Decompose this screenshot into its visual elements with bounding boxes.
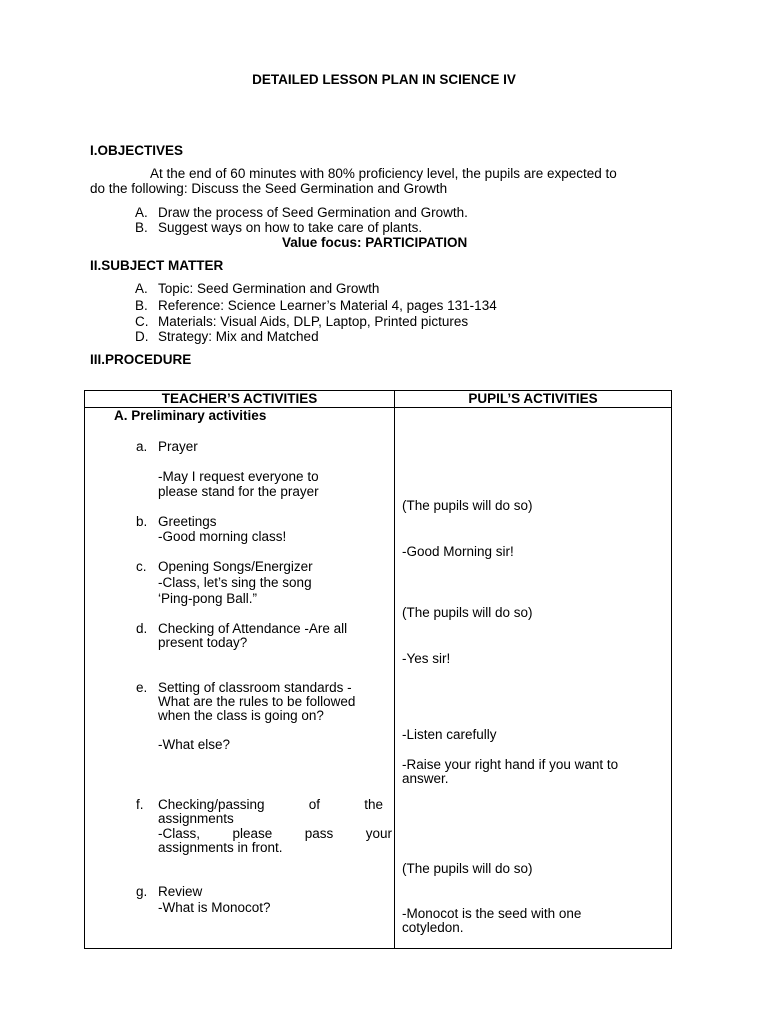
attendance-line-2: present today? (158, 635, 248, 650)
review-title: Review (158, 884, 203, 899)
assignments-line-3-word: please (232, 826, 273, 841)
standards-line-1: Setting of classroom standards - (158, 680, 352, 695)
item-a-marker: a. (136, 439, 148, 454)
item-f-marker: f. (136, 797, 144, 812)
table-column-divider (394, 390, 395, 949)
item-b-marker: b. (136, 514, 148, 529)
table-right-border (671, 390, 672, 949)
pupil-response-greetings: -Good Morning sir! (402, 544, 514, 559)
objectives-intro-line-1: At the end of 60 minutes with 80% proficiency level, the pupils are expected to (150, 166, 617, 181)
subject-strategy: Strategy: Mix and Matched (158, 329, 319, 344)
objective-a-marker: A. (135, 205, 148, 220)
teacher-activities-header: TEACHER’S ACTIVITIES (161, 391, 318, 406)
opening-songs-line-1: -Class, let’s sing the song (158, 575, 312, 590)
item-e-marker: e. (136, 680, 148, 695)
subject-a-marker: A. (135, 281, 148, 296)
assignments-line-3-word: -Class, (158, 826, 201, 841)
objectives-heading: I.OBJECTIVES (90, 143, 184, 158)
pupil-response-prayer: (The pupils will do so) (402, 498, 533, 513)
objective-b: Suggest ways on how to take care of plants. (158, 220, 423, 235)
assignments-line-2: assignments (158, 811, 234, 826)
assignments-line-1-word: the (364, 797, 383, 812)
pupil-response-standards-2-line-1: -Raise your right hand if you want to (402, 757, 619, 772)
subject-c-marker: C. (135, 314, 149, 329)
table-bottom-border (84, 948, 672, 949)
pupil-response-assignments: (The pupils will do so) (402, 861, 533, 876)
subject-b-marker: B. (135, 298, 148, 313)
item-d-marker: d. (136, 621, 148, 636)
subject-d-marker: D. (135, 329, 149, 344)
opening-songs-line-2: ‘Ping-pong Ball.” (158, 591, 258, 606)
table-left-border (84, 390, 85, 949)
pupil-response-song: (The pupils will do so) (402, 605, 533, 620)
pupil-activities-header: PUPIL’S ACTIVITIES (468, 391, 598, 406)
standards-line-3: when the class is going on? (158, 708, 324, 723)
prayer-line-1: -May I request everyone to (158, 469, 319, 484)
pupil-response-review-line-1: -Monocot is the seed with one (402, 906, 582, 921)
procedure-heading: III.PROCEDURE (90, 352, 192, 367)
subject-topic: Topic: Seed Germination and Growth (158, 281, 380, 296)
assignments-line-1 (158, 797, 383, 812)
subject-materials: Materials: Visual Aids, DLP, Laptop, Printed pictures (158, 314, 469, 329)
standards-line-2: What are the rules to be followed (158, 694, 356, 709)
attendance-line-1: Checking of Attendance -Are all (158, 621, 348, 636)
greetings-line-1: -Good morning class! (158, 529, 287, 544)
review-line-1: -What is Monocot? (158, 900, 271, 915)
objective-a: Draw the process of Seed Germination and Growth. (158, 205, 468, 220)
assignments-line-1-word: of (308, 797, 321, 812)
item-g-marker: g. (136, 884, 148, 899)
standards-line-4: -What else? (158, 737, 231, 752)
preliminary-activities-heading: A. Preliminary activities (114, 408, 267, 423)
pupil-response-standards-1: -Listen carefully (402, 727, 497, 742)
subject-matter-heading: II.SUBJECT MATTER (90, 258, 224, 273)
pupil-response-standards-2-line-2: answer. (402, 771, 449, 786)
greetings-title: Greetings (158, 514, 217, 529)
opening-songs-title: Opening Songs/Energizer (158, 559, 313, 574)
prayer-line-2: please stand for the prayer (158, 484, 319, 499)
assignments-line-1-word: Checking/passing (158, 797, 265, 812)
assignments-line-3 (158, 826, 392, 841)
subject-reference: Reference: Science Learner’s Material 4, pages 131-134 (158, 298, 497, 313)
pupil-response-review-line-2: cotyledon. (402, 920, 464, 935)
assignments-line-3-word: your (365, 826, 392, 841)
pupil-response-attendance: -Yes sir! (402, 651, 451, 666)
value-focus: Value focus: PARTICIPATION (282, 235, 468, 250)
item-c-marker: c. (136, 559, 147, 574)
objective-b-marker: B. (135, 220, 148, 235)
assignments-line-4: assignments in front. (158, 840, 283, 855)
prayer-title: Prayer (158, 439, 198, 454)
objectives-intro-line-2: do the following: Discuss the Seed Germination and Growth (90, 181, 448, 196)
assignments-line-3-word: pass (304, 826, 334, 841)
document-title: DETAILED LESSON PLAN IN SCIENCE IV (252, 72, 516, 87)
